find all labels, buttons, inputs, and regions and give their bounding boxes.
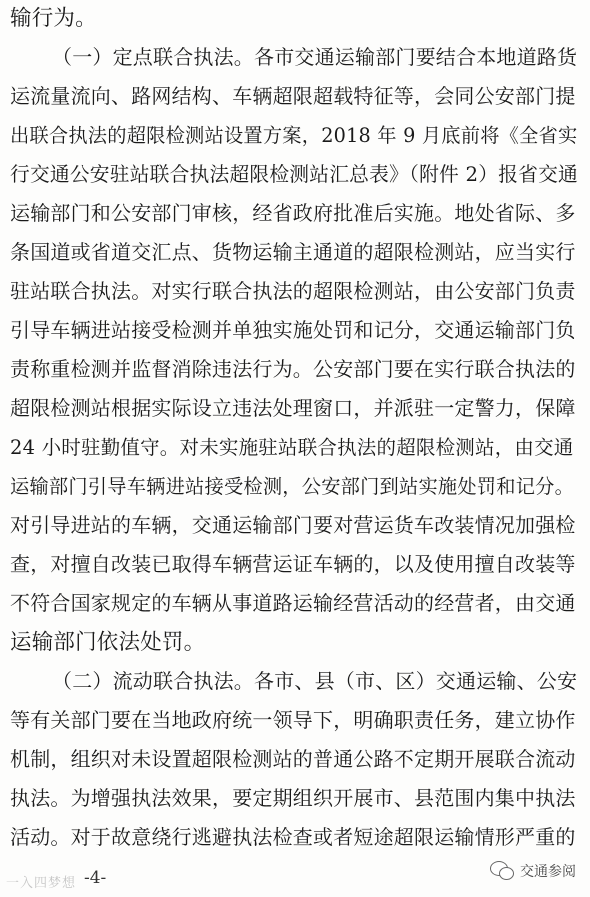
text-line: 机制，组织对未设置超限检测站的普通公路不定期开展联合流动	[10, 747, 576, 771]
text-line: 出联合执法的超限检测站设置方案，2018 年 9 月底前将《全省实	[10, 124, 578, 147]
footer-watermark-left: 一入四梦想	[6, 876, 77, 891]
text-line: 运输部门和公安部门审核，经省政府批准后实施。地处省际、多	[10, 201, 576, 225]
wechat-icon	[490, 861, 514, 881]
text-line: 查，对擅自改装已取得车辆营运证车辆的，以及使用擅自改装等	[10, 552, 576, 576]
text-line: 引导车辆进站接受检测并单独实施处罚和记分，交通运输部门负	[10, 318, 576, 342]
text-line: 执法。为增强执法效果，要定期组织开展市、县范围内集中执法	[10, 786, 576, 810]
page-number: -4-	[84, 868, 107, 888]
text-line: 24 小时驻勤值守。对未实施驻站联合执法的超限检测站，由交通	[10, 436, 574, 459]
text-line: 运流量流向、路网结构、车辆超限超载特征等，会同公安部门提	[10, 84, 576, 108]
section-heading-line: （一）定点联合执法。各市交通运输部门要结合本地道路货	[52, 45, 578, 69]
text-line: 对引导进站的车辆，交通运输部门要对营运货车改装情况加强检	[10, 513, 576, 537]
text-line: 行交通公安驻站联合执法超限检测站汇总表》（附件 2）报省交通	[10, 163, 578, 186]
text-line: 运输部门引导车辆进站接受检测，公安部门到站实施处罚和记分。	[10, 475, 575, 498]
text-line: 等有关部门要在当地政府统一领导下，明确职责任务，建立协作	[10, 708, 576, 732]
text-line: 不符合国家规定的车辆从事道路运输经营活动的经营者，由交通	[10, 591, 576, 615]
wechat-watermark	[490, 858, 576, 884]
text-line: 责称重检测并监督消除违法行为。公安部门要在实行联合执法的	[10, 357, 576, 381]
section-heading-line: （二）流动联合执法。各市、县（市、区）交通运输、公安	[52, 669, 578, 693]
watermark-label: 交通参阅	[520, 864, 576, 880]
text-line: 驻站联合执法。对实行联合执法的超限检测站，由公安部门负责	[10, 279, 576, 303]
text-line: 活动。对于故意绕行逃避执法检查或者短途超限运输情形严重的	[10, 825, 576, 849]
text-line: 条国道或省道交汇点、货物运输主通道的超限检测站，应当实行	[10, 240, 576, 264]
text-line: 超限检测站根据实际设立违法处理窗口，并派驻一定警力，保障	[10, 396, 576, 420]
text-line: 运输部门依法处罚。	[10, 630, 206, 655]
text-line: 输行为。	[10, 6, 97, 31]
